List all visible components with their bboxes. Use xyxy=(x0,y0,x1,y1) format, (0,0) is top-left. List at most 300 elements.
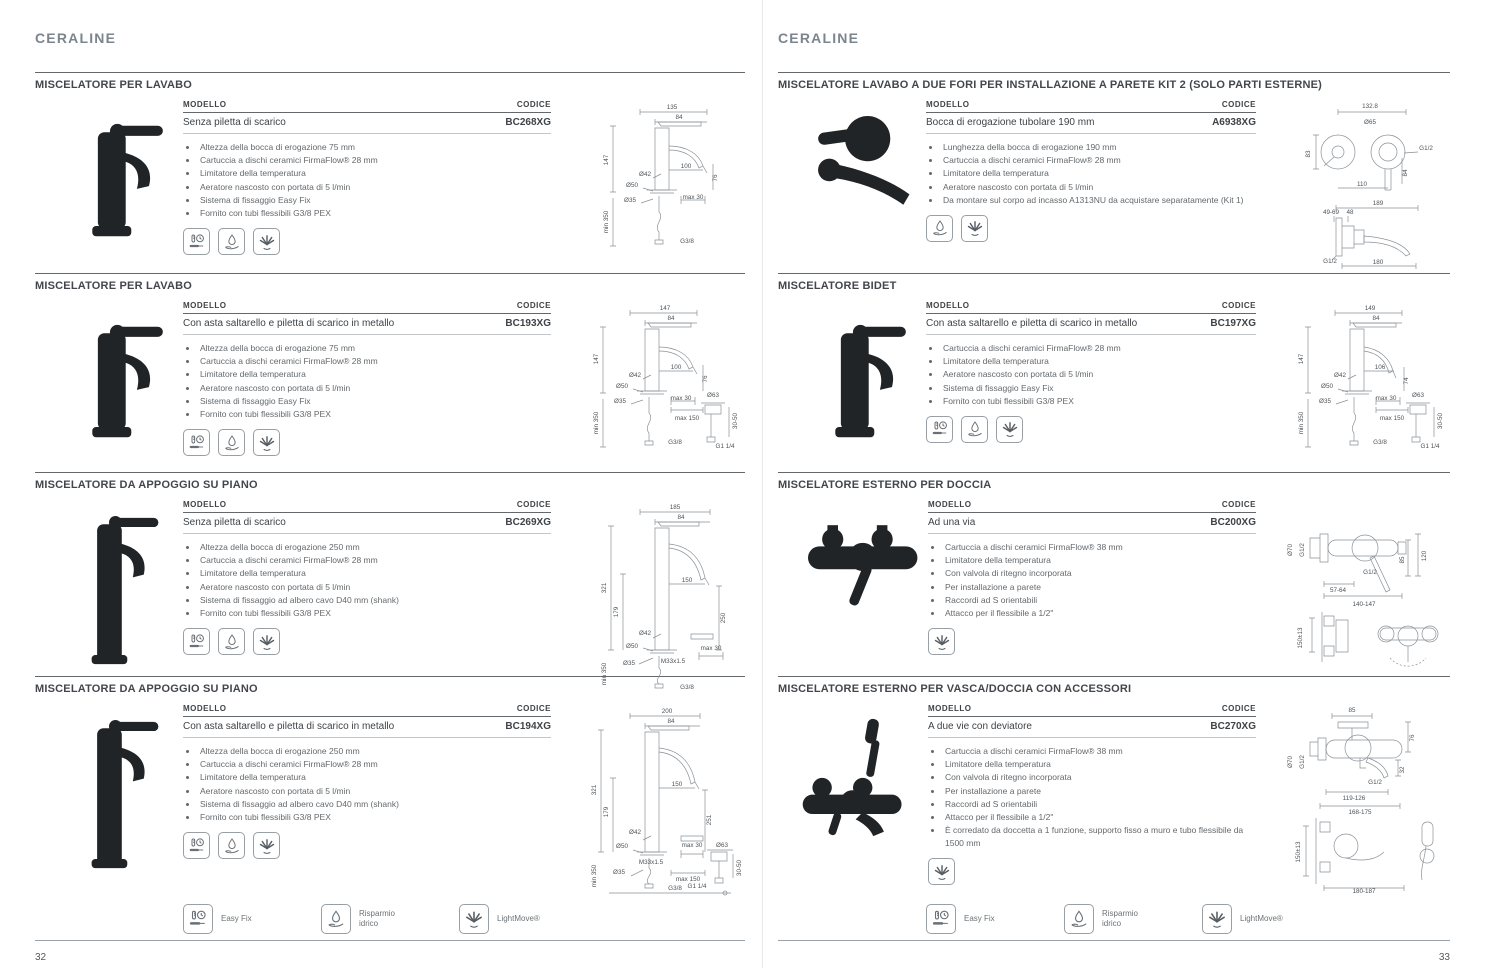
product-info xyxy=(928,704,1272,885)
dimension-label: G3/8 xyxy=(680,684,694,691)
dimension-label: Ø35 xyxy=(1319,398,1331,405)
dimension-label: 100 xyxy=(670,364,682,371)
product-model-name: Con asta saltarello e piletta di scarico in metallo xyxy=(183,318,395,329)
dimension-label: Ø35 xyxy=(623,660,635,667)
feature-item: • Aeratore nascosto con portata di 5 l/min xyxy=(198,382,551,395)
technical-drawing xyxy=(567,704,745,894)
product-model-name: Senza piletta di scarico xyxy=(183,117,286,128)
product-model-name: Con asta saltarello e piletta di scarico in metallo xyxy=(926,318,1138,329)
legend-item xyxy=(1064,904,1154,934)
dimension-label: 179 xyxy=(603,806,610,818)
feature-icons xyxy=(926,215,1256,242)
modello-column-header: MODELLO xyxy=(928,500,972,509)
section-title: MISCELATORE DA APPOGGIO SU PIANO xyxy=(35,479,258,491)
dimension-label: 83 xyxy=(1305,150,1312,158)
section-body xyxy=(778,100,1450,270)
feature-item: • Cartuccia a dischi ceramici FirmaFlow® 28 mm xyxy=(198,554,551,567)
product-code: BC197XG xyxy=(1210,318,1256,329)
dimension-label: 120 xyxy=(1421,550,1428,562)
feature-item: • Altezza della bocca di erogazione 75 mm xyxy=(198,342,551,355)
legend xyxy=(183,904,549,934)
lightmove-icon xyxy=(253,628,280,655)
feature-item: • Sistema di fissaggio Easy Fix xyxy=(198,194,551,207)
dimension-label: 85 xyxy=(1399,556,1406,564)
feature-item: • Cartuccia a dischi ceramici FirmaFlow® 28 mm xyxy=(198,355,551,368)
product-info xyxy=(183,301,567,456)
dimension-label: 84 xyxy=(675,114,683,121)
catalog-page-right xyxy=(778,0,1450,968)
dimension-label: M33x1.5 xyxy=(638,859,664,866)
feature-list xyxy=(926,141,1256,207)
product-code: BC268XG xyxy=(505,117,551,128)
product-section xyxy=(35,72,745,273)
easy-fix-icon xyxy=(183,429,210,456)
feature-item: • Sistema di fissaggio ad albero cavo D40 mm (shank) xyxy=(198,798,551,811)
technical-drawing xyxy=(567,100,745,250)
lightmove-icon xyxy=(996,416,1023,443)
section-body xyxy=(35,704,745,894)
dimension-label: 30-50 xyxy=(732,412,739,430)
footer-rule xyxy=(35,940,745,941)
feature-list xyxy=(928,745,1256,850)
technical-drawing-svg xyxy=(1280,704,1450,894)
dimension-label: G1/2 xyxy=(1323,258,1337,265)
codice-column-header: CODICE xyxy=(516,301,551,310)
legend-label: LightMove® xyxy=(497,914,540,923)
product-photo xyxy=(778,301,926,449)
feature-list xyxy=(183,541,551,620)
section-body xyxy=(35,500,745,690)
technical-drawing xyxy=(1272,704,1450,894)
dimension-label: G1/2 xyxy=(1419,145,1433,152)
dimension-label: max 30 xyxy=(682,194,704,201)
dimension-label: 76 xyxy=(712,174,719,182)
technical-drawing xyxy=(1272,100,1450,270)
dimension-label: 48 xyxy=(1346,209,1354,216)
product-model-name: Ad una via xyxy=(928,517,976,528)
section-title: MISCELATORE ESTERNO PER DOCCIA xyxy=(778,479,992,491)
section-body xyxy=(778,301,1450,451)
modello-column-header: MODELLO xyxy=(183,301,227,310)
dimension-label: 180-187 xyxy=(1352,888,1376,895)
water-saving-icon xyxy=(218,228,245,255)
dimension-label: 84 xyxy=(1402,169,1409,177)
product-sections xyxy=(778,72,1450,895)
feature-item: • Cartuccia a dischi ceramici FirmaFlow® 28 mm xyxy=(941,342,1256,355)
dimension-label: G1/2 xyxy=(1368,779,1382,786)
dimension-label: 30-50 xyxy=(1437,412,1444,430)
dimension-label: 84 xyxy=(667,718,675,725)
lightmove-icon xyxy=(459,904,489,934)
feature-list xyxy=(183,342,551,421)
product-code: BC193XG xyxy=(505,318,551,329)
feature-item: • Limitatore della temperatura xyxy=(943,554,1256,567)
dimension-label: 32 xyxy=(1399,766,1406,774)
feature-icons xyxy=(183,228,551,255)
feature-item: • Per installazione a parete xyxy=(943,581,1256,594)
dimension-label: max 150 xyxy=(1379,415,1405,422)
dimension-label: 106 xyxy=(1374,364,1386,371)
feature-item: • Lunghezza della bocca di erogazione 190 mm xyxy=(941,141,1256,154)
dimension-label: G3/8 xyxy=(680,238,694,245)
spec-table-header xyxy=(183,500,551,513)
lightmove-icon xyxy=(961,215,988,242)
technical-drawing-svg xyxy=(595,500,745,690)
easy-fix-icon xyxy=(183,228,210,255)
feature-item: • Limitatore della temperatura xyxy=(198,167,551,180)
feature-item: • Da montare sul corpo ad incasso A1313NU da acquistare separatamente (Kit 1) xyxy=(941,194,1256,207)
feature-icons xyxy=(928,858,1256,885)
legend-label: Easy Fix xyxy=(964,914,995,923)
dimension-label: max 30 xyxy=(700,645,722,652)
section-title: MISCELATORE BIDET xyxy=(778,280,897,292)
dimension-label: max 30 xyxy=(681,842,703,849)
technical-drawing xyxy=(567,500,745,690)
dimension-label: Ø63 xyxy=(707,392,719,399)
dimension-label: 85 xyxy=(1348,707,1356,714)
technical-drawing xyxy=(1272,301,1450,451)
lightmove-icon xyxy=(1202,904,1232,934)
feature-item: • Limitatore della temperatura xyxy=(198,567,551,580)
technical-drawing-svg xyxy=(1280,500,1450,665)
feature-item: • Limitatore della temperatura xyxy=(941,355,1256,368)
dimension-label: 84 xyxy=(667,315,675,322)
product-photo xyxy=(778,500,928,628)
feature-icons xyxy=(926,416,1256,443)
lightmove-icon xyxy=(928,628,955,655)
dimension-label: max 30 xyxy=(670,395,692,402)
dimension-label: 147 xyxy=(593,353,600,365)
feature-item: • Limitatore della temperatura xyxy=(198,771,551,784)
dimension-label: 74 xyxy=(1403,377,1410,385)
technical-drawing-svg xyxy=(595,100,745,250)
technical-drawing-svg xyxy=(585,301,745,451)
codice-column-header: CODICE xyxy=(1221,500,1256,509)
dimension-label: Ø42 xyxy=(629,372,641,379)
dimension-label: 180 xyxy=(1372,259,1384,266)
lightmove-icon xyxy=(253,429,280,456)
product-sections xyxy=(35,72,745,892)
dimension-label: Ø50 xyxy=(626,182,638,189)
modello-column-header: MODELLO xyxy=(926,100,970,109)
product-photo xyxy=(778,100,926,226)
water-saving-icon xyxy=(218,628,245,655)
feature-icons xyxy=(183,628,551,655)
product-section xyxy=(35,472,745,691)
dimension-label: 84 xyxy=(677,514,685,521)
feature-item: • Aeratore nascosto con portata di 5 l/min xyxy=(198,785,551,798)
codice-column-header: CODICE xyxy=(1221,301,1256,310)
dimension-label: 150±13 xyxy=(1297,627,1304,649)
section-body xyxy=(778,704,1450,894)
product-model-name: Senza piletta di scarico xyxy=(183,517,286,528)
dimension-label: G3/8 xyxy=(668,439,682,446)
dimension-label: min 350 xyxy=(601,662,608,686)
dimension-label: 147 xyxy=(1298,353,1305,365)
dimension-label: Ø42 xyxy=(1334,372,1346,379)
dimension-label: 150 xyxy=(681,577,693,584)
feature-item: • Cartuccia a dischi ceramici FirmaFlow® 38 mm xyxy=(943,745,1256,758)
dimension-label: 119-126 xyxy=(1342,795,1366,802)
product-section xyxy=(778,72,1450,273)
legend-item xyxy=(459,904,549,934)
codice-column-header: CODICE xyxy=(1221,100,1256,109)
feature-item: • Limitatore della temperatura xyxy=(943,758,1256,771)
legend-item xyxy=(926,904,1016,934)
feature-item: • Altezza della bocca di erogazione 250 mm xyxy=(198,541,551,554)
spec-table-row xyxy=(928,717,1256,738)
modello-column-header: MODELLO xyxy=(926,301,970,310)
page-number: 32 xyxy=(35,952,47,963)
dimension-label: 149 xyxy=(1364,305,1376,312)
series-title: CERALINE xyxy=(35,30,117,46)
dimension-label: min 350 xyxy=(593,411,600,435)
dimension-label: 147 xyxy=(603,154,610,166)
product-code: BC200XG xyxy=(1210,517,1256,528)
spec-table-header xyxy=(183,100,551,113)
legend-label: Risparmio idrico xyxy=(359,909,396,928)
spec-table-row xyxy=(926,314,1256,335)
section-title: MISCELATORE PER LAVABO xyxy=(35,280,192,292)
feature-item: • È corredato da doccetta a 1 funzione, supporto fisso a muro e tubo flessibile da 1500 mm xyxy=(943,824,1256,850)
feature-item: • Altezza della bocca di erogazione 75 mm xyxy=(198,141,551,154)
feature-item: • Aeratore nascosto con portata di 5 l/min xyxy=(198,581,551,594)
dimension-label: Ø70 xyxy=(1287,756,1294,768)
dimension-label: G1/2 xyxy=(1299,543,1306,557)
dimension-label: 76 xyxy=(1409,734,1416,742)
spec-table-row xyxy=(926,113,1256,134)
legend-item xyxy=(1202,904,1292,934)
product-info xyxy=(183,100,567,255)
product-section xyxy=(35,273,745,472)
dimension-label: 321 xyxy=(601,582,608,594)
codice-column-header: CODICE xyxy=(516,500,551,509)
product-section xyxy=(778,273,1450,472)
product-code: BC270XG xyxy=(1210,721,1256,732)
dimension-label: Ø63 xyxy=(1412,392,1424,399)
lightmove-icon xyxy=(253,228,280,255)
technical-drawing-svg xyxy=(1290,301,1450,451)
dimension-label: 110 xyxy=(1356,181,1368,188)
codice-column-header: CODICE xyxy=(516,704,551,713)
spec-table-row xyxy=(183,314,551,335)
dimension-label: 200 xyxy=(661,708,673,715)
product-photo xyxy=(35,500,183,672)
footer-rule xyxy=(778,940,1450,941)
dimension-label: 84 xyxy=(1372,315,1380,322)
spec-table-header xyxy=(926,301,1256,314)
feature-item: • Raccordi ad S orientabili xyxy=(943,798,1256,811)
product-info xyxy=(183,704,567,859)
dimension-label: G1 1/4 xyxy=(1420,443,1440,450)
dimension-label: Ø35 xyxy=(613,869,625,876)
spec-table-row xyxy=(928,513,1256,534)
dimension-label: 189 xyxy=(1372,200,1384,207)
dimension-label: Ø42 xyxy=(639,630,651,637)
spec-table-header xyxy=(183,704,551,717)
feature-item: • Sistema di fissaggio Easy Fix xyxy=(198,395,551,408)
codice-column-header: CODICE xyxy=(1221,704,1256,713)
modello-column-header: MODELLO xyxy=(183,704,227,713)
modello-column-header: MODELLO xyxy=(183,100,227,109)
feature-item: • Fornito con tubi flessibili G3/8 PEX xyxy=(198,207,551,220)
feature-item: • Cartuccia a dischi ceramici FirmaFlow® 38 mm xyxy=(943,541,1256,554)
feature-item: • Cartuccia a dischi ceramici FirmaFlow® 28 mm xyxy=(198,758,551,771)
product-info xyxy=(926,100,1272,242)
product-section xyxy=(35,676,745,892)
easy-fix-icon xyxy=(926,416,953,443)
legend-label: Risparmio idrico xyxy=(1102,909,1139,928)
section-title: MISCELATORE LAVABO A DUE FORI PER INSTALLAZIONE A PARETE KIT 2 (SOLO PARTI ESTERNE) xyxy=(778,79,1323,91)
dimension-label: 321 xyxy=(591,784,598,796)
spec-table-row xyxy=(183,513,551,534)
feature-item: • Attacco per il flessibile a 1/2" xyxy=(943,811,1256,824)
dimension-label: min 350 xyxy=(591,864,598,888)
section-title: MISCELATORE DA APPOGGIO SU PIANO xyxy=(35,683,258,695)
product-section xyxy=(778,472,1450,676)
product-photo xyxy=(778,704,928,850)
feature-item: • Altezza della bocca di erogazione 250 mm xyxy=(198,745,551,758)
technical-drawing xyxy=(1272,500,1450,665)
dimension-label: Ø65 xyxy=(1364,119,1376,126)
feature-item: • Cartuccia a dischi ceramici FirmaFlow® 28 mm xyxy=(941,154,1256,167)
legend-label: Easy Fix xyxy=(221,914,252,923)
dimension-label: 30-50 xyxy=(736,859,743,877)
section-title: MISCELATORE PER LAVABO xyxy=(35,79,192,91)
dimension-label: Ø50 xyxy=(616,843,628,850)
feature-list xyxy=(183,141,551,220)
dimension-label: 147 xyxy=(659,305,671,312)
dimension-label: Ø63 xyxy=(716,842,728,849)
dimension-label: 168-175 xyxy=(1348,809,1372,816)
feature-item: • Con valvola di ritegno incorporata xyxy=(943,567,1256,580)
dimension-label: Ø70 xyxy=(1287,544,1294,556)
dimension-label: 150 xyxy=(671,781,683,788)
technical-drawing-svg xyxy=(1290,100,1450,270)
dimension-label: 100 xyxy=(680,163,692,170)
product-code: BC269XG xyxy=(505,517,551,528)
dimension-label: max 150 xyxy=(674,415,700,422)
feature-item: • Fornito con tubi flessibili G3/8 PEX xyxy=(198,811,551,824)
spec-table-header xyxy=(928,704,1256,717)
feature-list xyxy=(928,541,1256,620)
dimension-label: 76 xyxy=(702,375,709,383)
spec-table-header xyxy=(928,500,1256,513)
feature-icons xyxy=(183,832,551,859)
dimension-label: 251 xyxy=(706,814,713,826)
water-saving-icon xyxy=(218,429,245,456)
easy-fix-icon xyxy=(183,832,210,859)
dimension-label: 185 xyxy=(669,504,681,511)
product-section xyxy=(778,676,1450,895)
section-title: MISCELATORE ESTERNO PER VASCA/DOCCIA CON ACCESSORI xyxy=(778,683,1132,695)
product-info xyxy=(928,500,1272,655)
codice-column-header: CODICE xyxy=(516,100,551,109)
feature-item: • Fornito con tubi flessibili G3/8 PEX xyxy=(198,607,551,620)
water-saving-icon xyxy=(321,904,351,934)
dimension-label: G1 1/4 xyxy=(687,883,707,890)
water-saving-icon xyxy=(1064,904,1094,934)
water-saving-icon xyxy=(218,832,245,859)
feature-item: • Limitatore della temperatura xyxy=(198,368,551,381)
dimension-label: G3/8 xyxy=(668,885,682,892)
feature-item: • Aeratore nascosto con portata di 5 l/min xyxy=(941,181,1256,194)
dimension-label: G3/8 xyxy=(1373,439,1387,446)
dimension-label: 150±13 xyxy=(1295,841,1302,863)
water-saving-icon xyxy=(961,416,988,443)
dimension-label: 57-64 xyxy=(1329,587,1347,594)
dimension-label: 140-147 xyxy=(1352,601,1376,608)
product-model-name: Con asta saltarello e piletta di scarico in metallo xyxy=(183,721,395,732)
easy-fix-icon xyxy=(926,904,956,934)
dimension-label: min 350 xyxy=(603,210,610,234)
section-body xyxy=(778,500,1450,665)
legend xyxy=(926,904,1292,934)
lightmove-icon xyxy=(928,858,955,885)
series-title: CERALINE xyxy=(778,30,860,46)
dimension-label: Ø50 xyxy=(626,643,638,650)
dimension-label: Ø35 xyxy=(624,197,636,204)
dimension-label: 132.8 xyxy=(1362,103,1378,110)
product-info xyxy=(926,301,1272,443)
product-code: BC194XG xyxy=(505,721,551,732)
dimension-label: max 150 xyxy=(675,876,701,883)
product-info xyxy=(183,500,567,655)
feature-item: • Con valvola di ritegno incorporata xyxy=(943,771,1256,784)
dimension-label: G1/2 xyxy=(1363,569,1377,576)
dimension-label: M33x1.5 xyxy=(660,658,686,665)
dimension-label: Ø42 xyxy=(629,829,641,836)
legend-item xyxy=(183,904,273,934)
section-body xyxy=(35,301,745,456)
product-model-name: Bocca di erogazione tubolare 190 mm xyxy=(926,117,1095,128)
feature-list xyxy=(926,342,1256,408)
spec-table-header xyxy=(183,301,551,314)
spec-table-row xyxy=(183,717,551,738)
feature-item: • Aeratore nascosto con portata di 5 l/min xyxy=(941,368,1256,381)
feature-item: • Raccordi ad S orientabili xyxy=(943,594,1256,607)
technical-drawing-svg xyxy=(585,704,745,894)
dimension-label: Ø50 xyxy=(1321,383,1333,390)
dimension-label: G1 1/4 xyxy=(715,443,735,450)
dimension-label: min 350 xyxy=(1298,411,1305,435)
product-photo xyxy=(35,301,183,449)
dimension-label: 250 xyxy=(720,612,727,624)
product-photo xyxy=(35,704,183,876)
feature-item: • Attacco per il flessibile a 1/2" xyxy=(943,607,1256,620)
modello-column-header: MODELLO xyxy=(183,500,227,509)
technical-drawing xyxy=(567,301,745,451)
spec-table-row xyxy=(183,113,551,134)
easy-fix-icon xyxy=(183,904,213,934)
feature-item: • Sistema di fissaggio ad albero cavo D40 mm (shank) xyxy=(198,594,551,607)
legend-item xyxy=(321,904,411,934)
catalog-page-left xyxy=(35,0,745,968)
feature-list xyxy=(183,745,551,824)
dimension-label: Ø35 xyxy=(614,398,626,405)
feature-item: • Fornito con tubi flessibili G3/8 PEX xyxy=(198,408,551,421)
feature-item: • Aeratore nascosto con portata di 5 l/min xyxy=(198,181,551,194)
feature-item: • Per installazione a parete xyxy=(943,785,1256,798)
dimension-label: G1/2 xyxy=(1299,755,1306,769)
section-body xyxy=(35,100,745,255)
dimension-label: Ø42 xyxy=(639,171,651,178)
modello-column-header: MODELLO xyxy=(928,704,972,713)
product-photo xyxy=(35,100,183,248)
feature-icons xyxy=(183,429,551,456)
feature-item: • Sistema di fissaggio Easy Fix xyxy=(941,382,1256,395)
feature-item: • Limitatore della temperatura xyxy=(941,167,1256,180)
